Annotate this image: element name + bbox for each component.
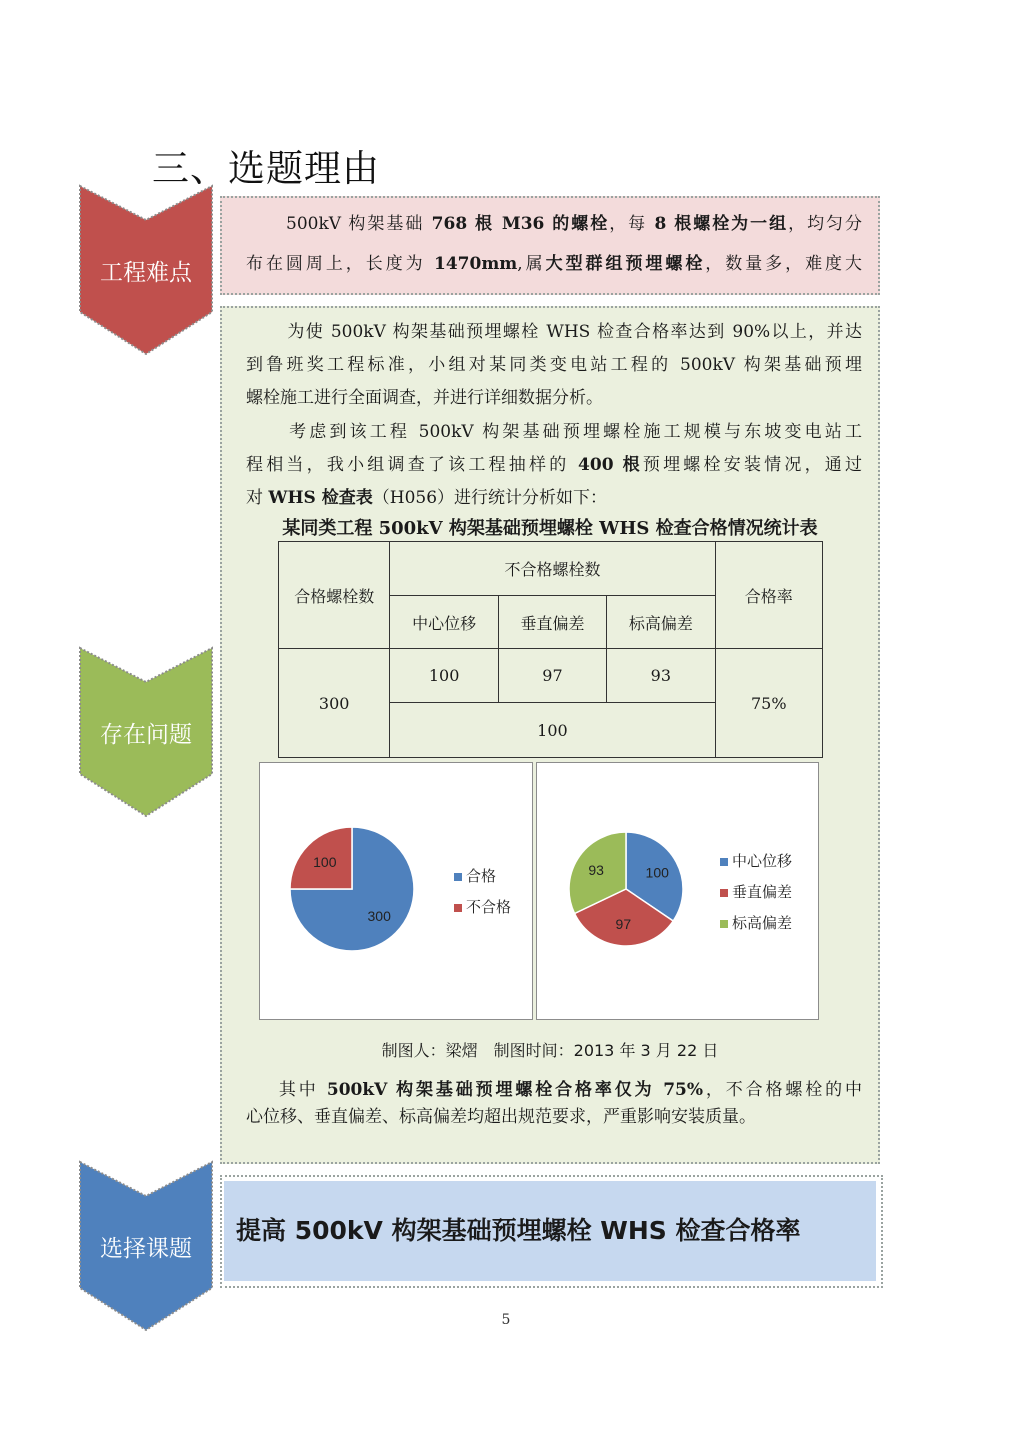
th-vertical: 垂直偏差 <box>498 596 606 649</box>
chart-panel-1 <box>259 762 533 1020</box>
th-center: 中心位移 <box>390 596 498 649</box>
th-elev: 标高偏差 <box>607 596 715 649</box>
td-elev: 93 <box>607 649 715 703</box>
problem-p2-line-3: 对 WHS 检查表（H056）进行统计分析如下： <box>246 488 608 508</box>
legend-swatch <box>720 920 728 928</box>
legend-swatch <box>454 873 462 881</box>
page-heading: 三、选题理由 <box>152 147 380 190</box>
legend-label: 合格 <box>466 867 497 885</box>
topic-title: 提高 500kV 构架基础预埋螺栓 WHS 检查合格率 <box>236 1216 801 1245</box>
chevron-problem <box>76 646 216 822</box>
th-rate: 合格率 <box>715 542 823 649</box>
pie-data-label: 93 <box>588 862 604 879</box>
problem-p1-line-1: 为使 500kV 构架基础预埋螺栓 WHS 检查合格率达到 90%以上，并达 <box>286 322 862 342</box>
page-number: 5 <box>501 1312 511 1328</box>
td-center: 100 <box>390 649 498 703</box>
td-vertical: 97 <box>498 649 606 703</box>
th-pass: 合格螺栓数 <box>279 542 390 649</box>
legend-label: 不合格 <box>466 898 512 916</box>
difficulty-line-2: 布在圆周上，长度为 1470mm,属大型群组预埋螺栓，数量多，难度大 <box>246 254 863 274</box>
legend-label: 垂直偏差 <box>732 883 793 901</box>
problem-p1-line-3: 螺栓施工进行全面调查，并进行详细数据分析。 <box>246 388 603 408</box>
legend-swatch <box>720 889 728 897</box>
table-title: 某同类工程 500kV 构架基础预埋螺栓 WHS 检查合格情况统计表 <box>282 518 818 539</box>
pie-data-label: 100 <box>645 864 669 881</box>
pie-chart-fail-types <box>537 763 818 1019</box>
label-difficulty: 工程难点 <box>100 260 192 286</box>
chevron-difficulty <box>76 184 216 360</box>
chevron-topic <box>76 1160 216 1336</box>
legend-swatch <box>454 904 462 912</box>
stats-table <box>278 541 823 758</box>
legend-swatch <box>720 858 728 866</box>
pie-chart-pass-fail <box>260 763 532 1019</box>
legend-label: 中心位移 <box>732 852 793 870</box>
difficulty-line-1: 500kV 构架基础 768 根 M36 的螺栓，每 8 根螺栓为一组，均匀分 <box>286 214 863 234</box>
problem-p1-line-2: 到鲁班奖工程标准，小组对某同类变电站工程的 500kV 构架基础预埋 <box>246 355 862 375</box>
th-fail: 不合格螺栓数 <box>390 542 715 596</box>
pie-data-label: 100 <box>313 853 337 870</box>
pie-data-label: 97 <box>615 916 632 933</box>
conclusion-line-1: 其中 500kV 构架基础预埋螺栓合格率仅为 75%，不合格螺栓的中 <box>276 1080 863 1100</box>
chart-caption: 制图人：梁熠 制图时间：2013 年 3 月 22 日 <box>381 1041 719 1060</box>
td-rate: 75% <box>715 649 823 758</box>
td-fail-total: 100 <box>390 703 715 758</box>
problem-p2-line-2: 程相当，我小组调查了该工程抽样的 400 根预埋螺栓安装情况，通过 <box>246 455 863 475</box>
label-topic: 选择课题 <box>100 1236 192 1262</box>
label-problem: 存在问题 <box>100 722 192 748</box>
chart-panel-2 <box>536 762 819 1020</box>
problem-p2-line-1: 考虑到该工程 500kV 构架基础预埋螺栓施工规模与东坡变电站工 <box>286 422 862 442</box>
td-pass: 300 <box>279 649 390 758</box>
conclusion-line-2: 心位移、垂直偏差、标高偏差均超出规范要求，严重影响安装质量。 <box>246 1107 756 1127</box>
legend-label: 标高偏差 <box>732 914 793 932</box>
pie-data-label: 300 <box>367 908 391 925</box>
